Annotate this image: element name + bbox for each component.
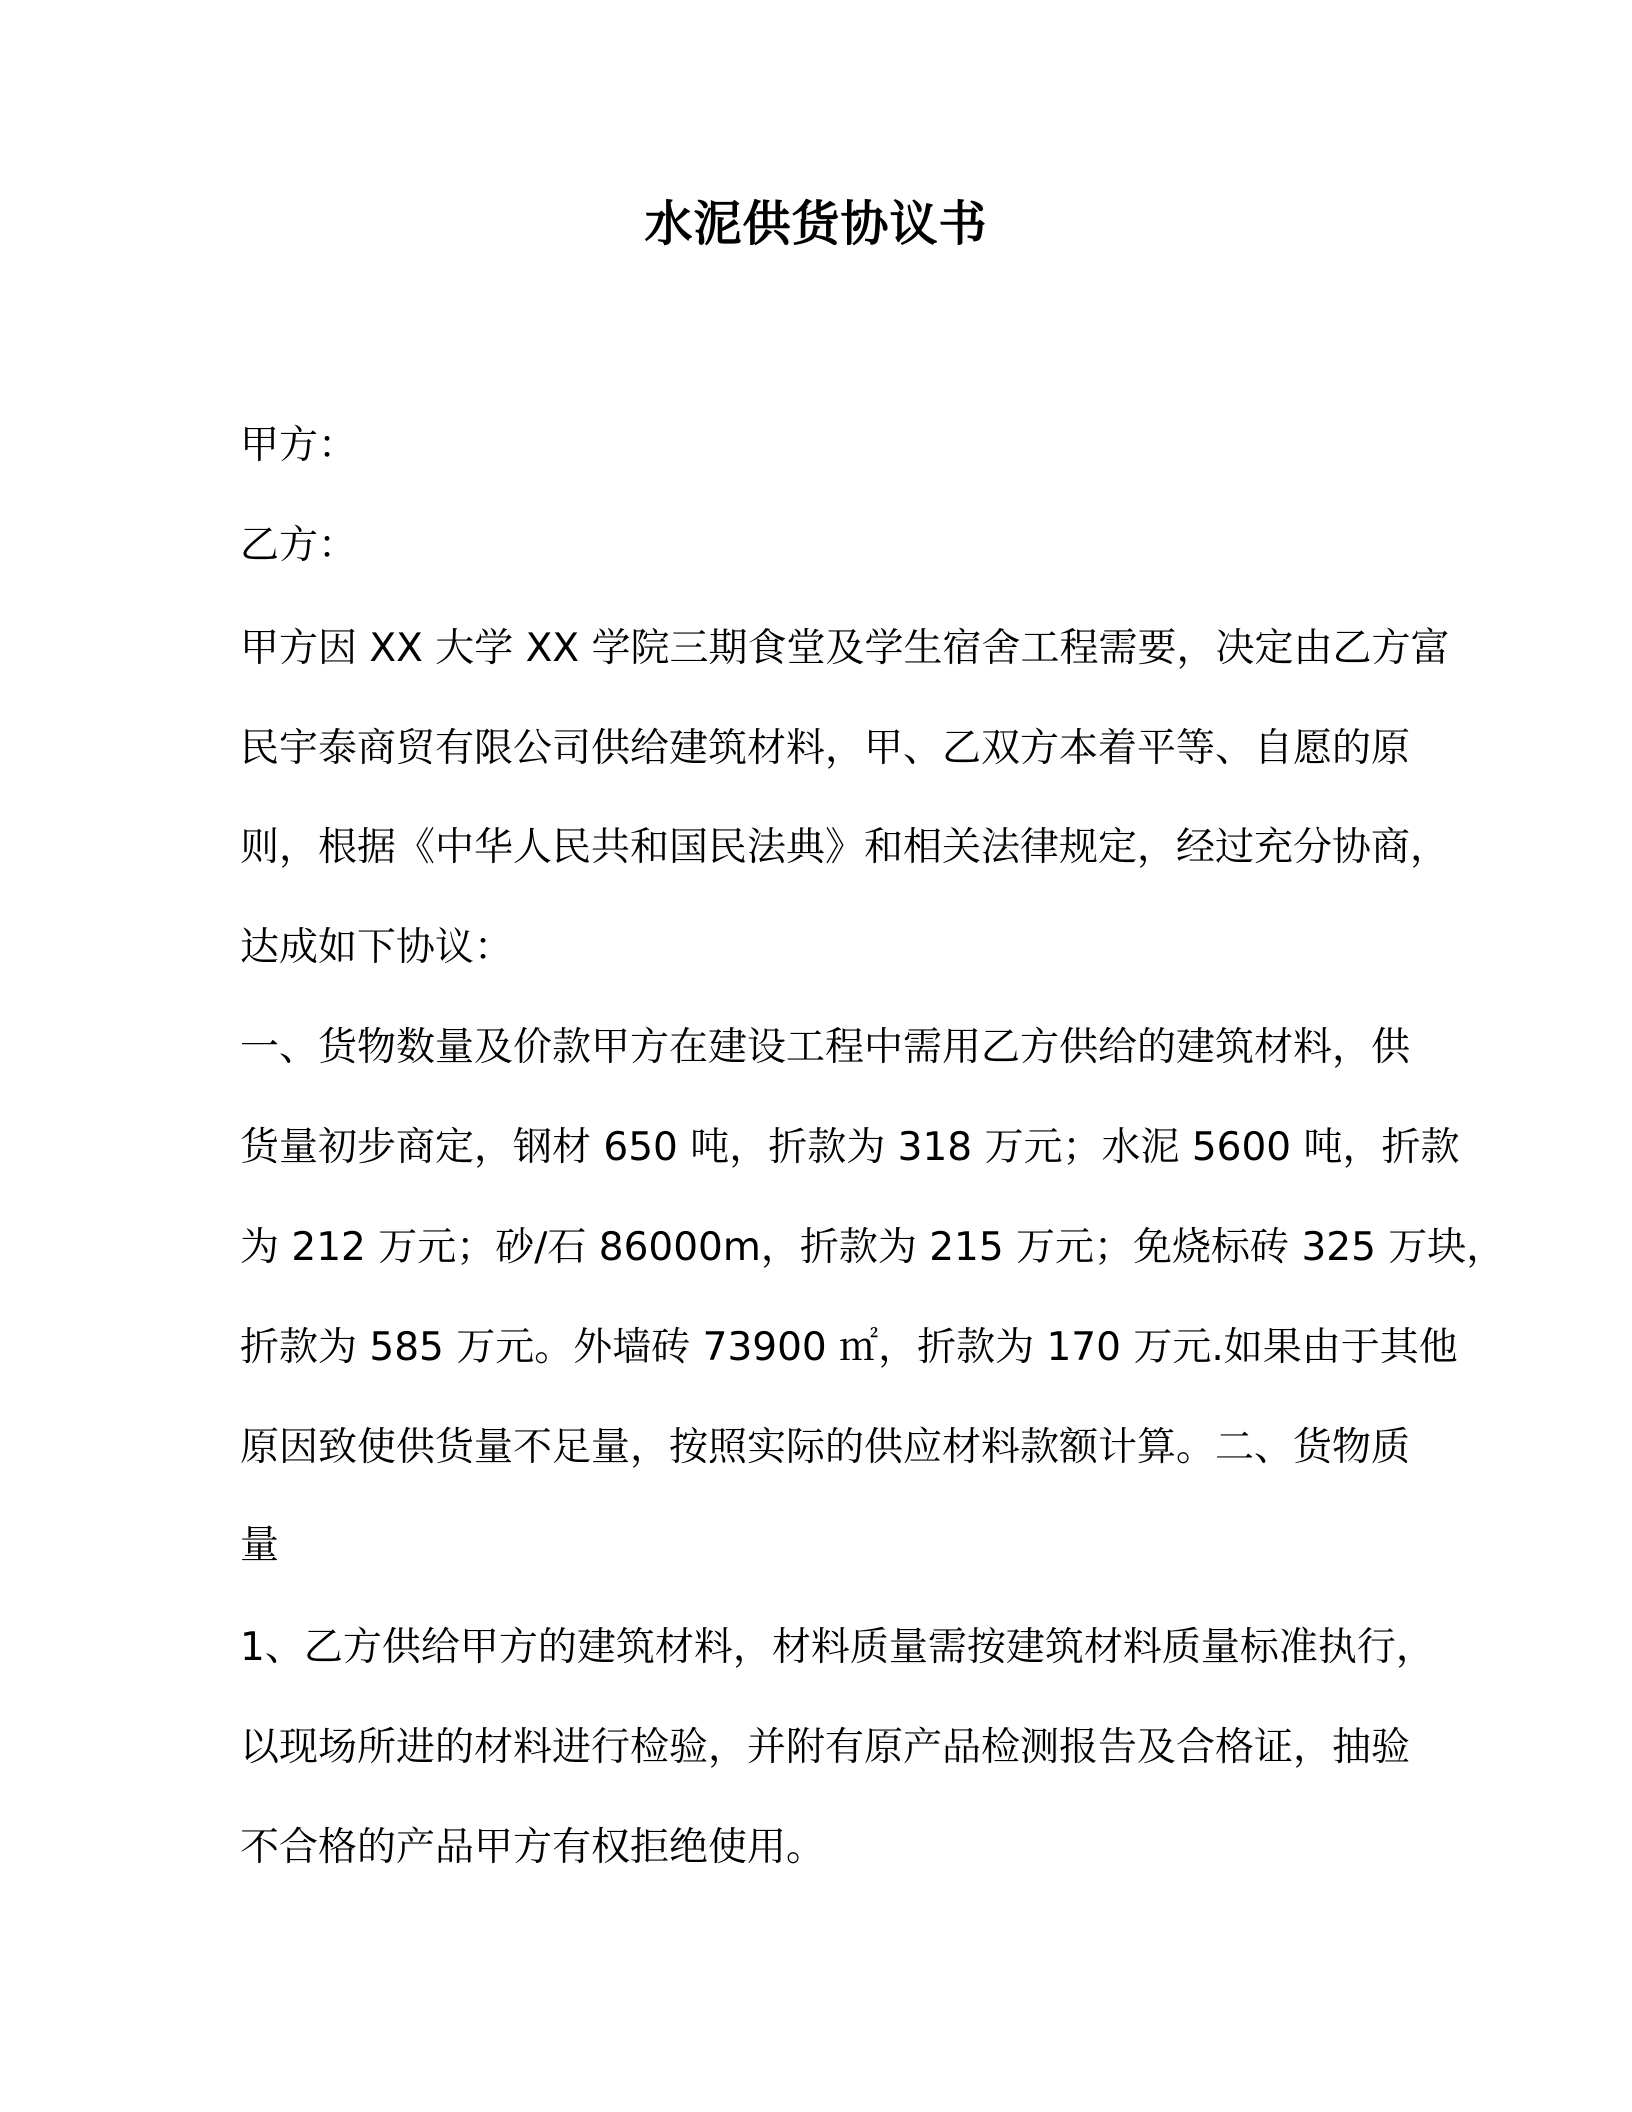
body-line: 为 212 万元；砂/石 86000m，折款为 215 万元；免烧标砖 325 万块， (240, 1225, 1506, 1270)
body-line: 甲方因 XX 大学 XX 学院三期食堂及学生宿舍工程需要，决定由乙方富 (240, 626, 1450, 671)
body-line: 以现场所进的材料进行检验，并附有原产品检测报告及合格证，抽验 (240, 1725, 1411, 1770)
party-b-label: 乙方： (240, 523, 358, 568)
body-line: 折款为 585 万元。外墙砖 73900 ㎡，折款为 170 万元.如果由于其他 (240, 1325, 1458, 1370)
body-line: 则，根据《中华人民共和国民法典》和相关法律规定，经过充分协商， (240, 825, 1450, 870)
body-line: 一、货物数量及价款甲方在建设工程中需用乙方供给的建筑材料，供 (240, 1025, 1411, 1070)
document-title: 水泥供货协议书 (644, 196, 988, 252)
body-line: 不合格的产品甲方有权拒绝使用。 (240, 1825, 826, 1870)
body-line: 原因致使供货量不足量，按照实际的供应材料款额计算。二、货物质 (240, 1425, 1411, 1470)
party-a-label: 甲方： (240, 423, 358, 468)
body-line: 量 (240, 1523, 280, 1568)
body-line: 达成如下协议： (240, 925, 514, 970)
body-line: 1、乙方供给甲方的建筑材料，材料质量需按建筑材料质量标准执行， (240, 1625, 1435, 1670)
body-line: 民宇泰商贸有限公司供给建筑材料，甲、乙双方本着平等、自愿的原 (240, 726, 1411, 771)
body-line: 货量初步商定，钢材 650 吨，折款为 318 万元；水泥 5600 吨，折款 (240, 1125, 1460, 1170)
